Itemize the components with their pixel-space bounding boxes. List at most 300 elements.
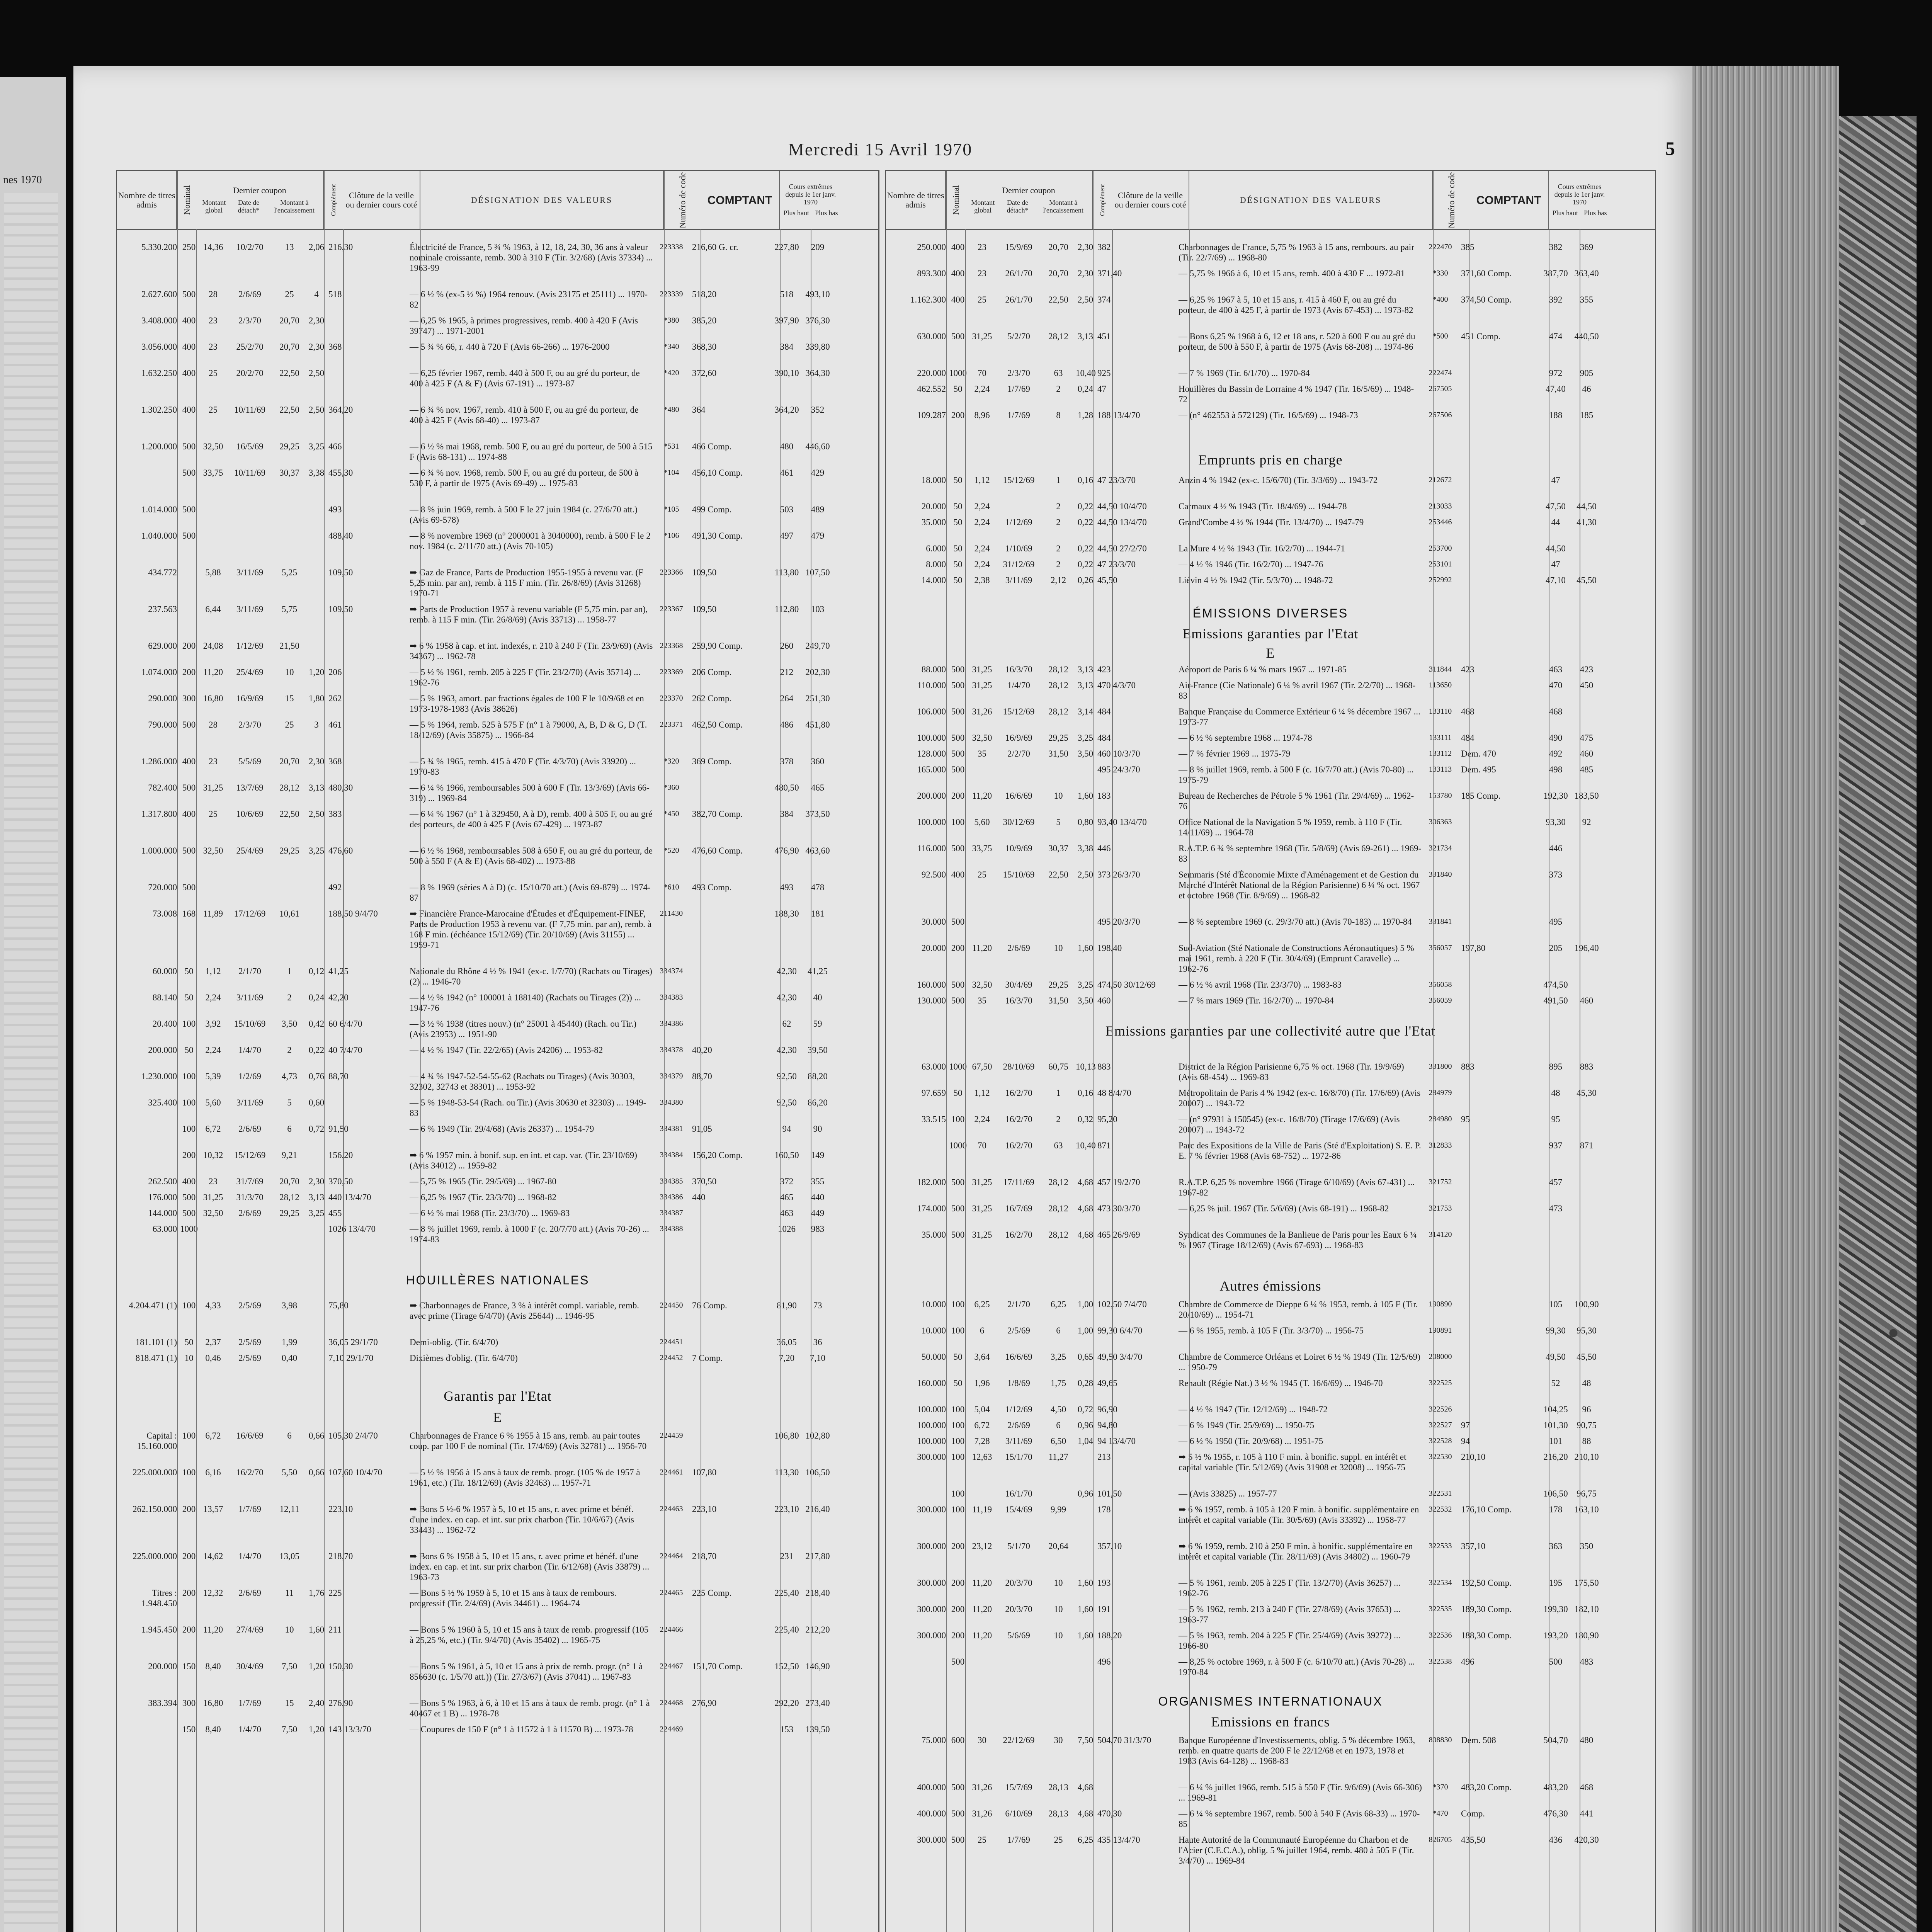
table-row bbox=[886, 1735, 1655, 1782]
cell-cpt: 91,05 bbox=[692, 1124, 712, 1134]
cell-nom: 100 bbox=[182, 1098, 196, 1107]
cell-des: Banque Européenne d'Investissements, oblig. 5 % décembre 1963, remb. en quatre quarts de 200 F le 22/12/68 et en 1973, 1978 et 1983 (Avis 64-128) ... 1968-83 bbox=[1179, 1735, 1415, 1766]
cell-date: 2/6/69 bbox=[1007, 943, 1030, 953]
cell-nom: 200 bbox=[951, 1631, 965, 1640]
cell-mont: 30,37 bbox=[1048, 844, 1068, 853]
cell-des: Parc des Expositions de la Ville de Paris (Sté d'Exploitation) S. E. P. E. 7 % février 1968 (Avis 68-752) ... 1972-86 bbox=[1179, 1141, 1421, 1161]
cell-clot: 198,40 bbox=[1097, 943, 1122, 953]
cell-n: 174.000 bbox=[917, 1204, 946, 1213]
cell-clot bbox=[326, 641, 406, 667]
cell-lo: 95,30 bbox=[1577, 1326, 1597, 1335]
table-row bbox=[117, 966, 878, 992]
table-row bbox=[117, 1504, 878, 1551]
cell-des: ➡ Gaz de France, Parts de Production 1955-1955 à revenu var. (F 5,25 min. par an), remb. à 115 F min. (Tir. 26/8/69) (Avis 31268) 1970-71 bbox=[410, 568, 643, 598]
cell-hi: 216,20 bbox=[1543, 1452, 1568, 1462]
cell-cpt bbox=[1459, 384, 1540, 410]
cell-glob: 8,40 bbox=[205, 1725, 221, 1734]
cell-date: 10/11/69 bbox=[234, 405, 265, 415]
cell-n: 18.000 bbox=[921, 475, 946, 485]
cell-cpt bbox=[690, 1430, 771, 1467]
cell-clot: 495 24/3/70 bbox=[1097, 765, 1140, 774]
table-row bbox=[886, 1656, 1655, 1683]
table-row bbox=[886, 1061, 1655, 1088]
cell-clot: 107,60 10/4/70 bbox=[328, 1468, 383, 1477]
cell-comp: 1,80 bbox=[308, 694, 325, 703]
cell-cpt: 385,20 bbox=[692, 316, 717, 325]
header-dernier-coupon-label-right: Dernier coupon bbox=[1002, 185, 1055, 196]
cell-nom: 100 bbox=[951, 1326, 965, 1335]
cell-clot: 44,50 13/4/70 bbox=[1097, 517, 1147, 527]
cell-n: 1.162.300 bbox=[910, 295, 946, 304]
cell-hi: 195 bbox=[1549, 1578, 1563, 1588]
cell-glob: 6,72 bbox=[205, 1431, 221, 1440]
cell-comp: 0,22 bbox=[1077, 517, 1094, 527]
cell-glob: 2,38 bbox=[974, 575, 990, 585]
cell-glob: 6 bbox=[980, 1326, 985, 1335]
cell-glob: 25 bbox=[978, 870, 986, 879]
cell-n: 462.552 bbox=[917, 384, 946, 394]
cell-des: — 6,25 % 1965, à primes progressives, remb. 400 à 420 F (Avis 39747) ... 1971-2001 bbox=[410, 316, 638, 336]
cell-mont: 15 bbox=[285, 694, 294, 703]
cell-hi: 47 bbox=[1551, 475, 1560, 485]
cell-mont: 22,50 bbox=[279, 809, 299, 819]
cell-clot: 446 bbox=[1097, 844, 1111, 853]
table-row bbox=[117, 756, 878, 782]
cell-glob: 2,24 bbox=[205, 993, 221, 1002]
cell-comp: 2,40 bbox=[308, 1698, 325, 1708]
cell-lo: 475 bbox=[1580, 733, 1594, 743]
cell-n: 14.000 bbox=[921, 575, 946, 585]
cell-comp: 0,12 bbox=[308, 966, 325, 976]
cell-glob: 6,16 bbox=[205, 1468, 221, 1477]
cell-n: 1.000.000 bbox=[141, 846, 177, 855]
cell-des: ➡ Parts de Production 1957 à revenu variable (F 5,75 min. par an), remb. à 115 F min. (Tir. 26/8/69) (Avis 33713) ... 1958-77 bbox=[410, 604, 648, 624]
table-row bbox=[117, 1337, 878, 1353]
cell-n: 30.000 bbox=[921, 917, 946, 927]
cell-mont: 5,50 bbox=[281, 1468, 298, 1477]
cell-mont: 28,12 bbox=[1048, 665, 1068, 674]
cell-des: ➡ 6 % 1957, remb. à 105 à 120 F min. à bonific. supplémentaire en intérêt et capital variable (Tir. 30/5/69) (Avis 33392) ... 1958-77 bbox=[1179, 1505, 1419, 1525]
cell-hi: 895 bbox=[1549, 1062, 1563, 1071]
cell-n: 100.000 bbox=[917, 733, 946, 743]
cell-lo: 479 bbox=[811, 531, 825, 541]
cell-lo bbox=[1571, 559, 1602, 575]
cell-n: 109.287 bbox=[917, 410, 946, 420]
cell-nom: 100 bbox=[951, 1452, 965, 1462]
cell-hi: 42,30 bbox=[777, 1045, 797, 1055]
table-row bbox=[886, 1177, 1655, 1203]
cell-n: 200.000 bbox=[917, 791, 946, 801]
cell-lo: 90 bbox=[813, 1124, 822, 1134]
cell-code: *330 bbox=[1432, 269, 1448, 277]
cell-hi: 112,80 bbox=[774, 604, 799, 614]
cell-hi: 188 bbox=[1549, 410, 1563, 420]
cell-mont: 31,50 bbox=[1048, 996, 1068, 1005]
cell-nom: 500 bbox=[951, 765, 965, 774]
cell-date: 1/7/69 bbox=[238, 1698, 261, 1708]
table-row bbox=[886, 995, 1655, 1011]
cell-date: 3/11/69 bbox=[236, 1098, 264, 1107]
cell-hi: 364,20 bbox=[774, 405, 799, 415]
cell-lo: 209 bbox=[811, 242, 825, 252]
cell-comp: 2,30 bbox=[308, 757, 325, 766]
cell-hi: 483,20 bbox=[1543, 1782, 1568, 1792]
cell-hi: 225,40 bbox=[774, 1625, 799, 1634]
cell-nom: 200 bbox=[951, 410, 965, 420]
cell-n: 20.000 bbox=[921, 502, 946, 511]
cell-date: 15/10/69 bbox=[234, 1019, 266, 1029]
cell-glob: 33,75 bbox=[203, 468, 223, 478]
cell-lo: 493,10 bbox=[805, 289, 830, 299]
cell-lo: 149 bbox=[811, 1150, 825, 1160]
cell-des: La Mure 4 ½ % 1943 (Tir. 16/2/70) ... 1944-71 bbox=[1179, 544, 1345, 553]
cell-hi: 99,30 bbox=[1546, 1326, 1566, 1335]
cell-hi: 47,50 bbox=[1546, 502, 1566, 511]
cell-mont: 63 bbox=[1054, 368, 1063, 378]
cell-hi: 48 bbox=[1551, 1088, 1560, 1098]
header-code: Numéro de code bbox=[664, 171, 701, 229]
cell-glob: 2,24 bbox=[974, 384, 990, 394]
cell-n: 1.200.000 bbox=[141, 442, 177, 451]
table-row bbox=[886, 664, 1655, 680]
cell-cpt: Dem. 508 bbox=[1461, 1735, 1496, 1745]
cell-des: — 5 % 1963, amort. par fractions égales de 100 F le 10/9/68 et en 1973-1978-1983 (Avis 38626) bbox=[410, 694, 644, 714]
cell-comp: 3,25 bbox=[308, 442, 325, 451]
cell-cpt: 496 bbox=[1461, 1657, 1475, 1667]
cell-n: 182.000 bbox=[917, 1177, 946, 1187]
cell-n: 116.000 bbox=[917, 844, 946, 853]
cell-code: *106 bbox=[663, 531, 679, 540]
cell-n: 250.000 bbox=[917, 242, 946, 252]
cell-lo: 485 bbox=[1580, 765, 1594, 774]
cell-date: 5/5/69 bbox=[238, 757, 261, 766]
cell-mont: 30,37 bbox=[279, 468, 299, 478]
cell-des: — 5,75 % 1966 à 6, 10 et 15 ans, remb. 400 à 430 F ... 1972-81 bbox=[1179, 269, 1405, 278]
cell-hi: 463 bbox=[780, 1208, 794, 1218]
cell-cpt: 468 bbox=[1461, 707, 1475, 716]
cell-cpt: 368,30 bbox=[692, 342, 717, 352]
cell-clot: 871 bbox=[1097, 1141, 1111, 1150]
cell-glob: 35 bbox=[978, 749, 986, 759]
cell-cpt: 276,90 bbox=[692, 1698, 717, 1708]
cell-mont: 63 bbox=[1054, 1141, 1063, 1150]
cell-hi: 292,20 bbox=[774, 1698, 799, 1708]
cell-comp: 10,13 bbox=[1076, 1062, 1096, 1071]
table-row bbox=[117, 908, 878, 966]
cell-des: — 5 % 1963, remb. 204 à 225 F (Tir. 25/4/69) (Avis 39272) ... 1966-80 bbox=[1179, 1631, 1401, 1651]
table-row bbox=[117, 1588, 878, 1624]
cell-hi: 44 bbox=[1551, 517, 1560, 527]
cell-glob: 67,50 bbox=[972, 1062, 992, 1071]
cell-des: — 7 % février 1969 ... 1975-79 bbox=[1179, 749, 1291, 759]
cell-nom: 200 bbox=[182, 641, 196, 651]
cell-comp: 3,25 bbox=[308, 846, 325, 855]
cell-code: 208000 bbox=[1429, 1352, 1452, 1361]
cell-cpt: 423 bbox=[1461, 665, 1475, 674]
cell-mont: 10 bbox=[1054, 1578, 1063, 1588]
cell-lo: 468 bbox=[1580, 1782, 1594, 1792]
cell-mont: 29,25 bbox=[1048, 733, 1068, 743]
cell-comp bbox=[307, 1551, 326, 1588]
cell-date: 3/11/69 bbox=[236, 993, 264, 1002]
table-row bbox=[886, 817, 1655, 843]
cell-mont: 5 bbox=[1056, 817, 1061, 827]
cell-lo: 45,30 bbox=[1577, 1088, 1597, 1098]
cell-code: *420 bbox=[663, 369, 679, 377]
cell-cpt bbox=[690, 992, 771, 1019]
cell-code: 334378 bbox=[660, 1046, 683, 1054]
cell-cpt: 259,90 Comp. bbox=[692, 641, 743, 651]
cell-hi: 480,50 bbox=[774, 783, 799, 793]
cell-nom: 50 bbox=[953, 575, 963, 585]
cell-mont: 1,75 bbox=[1050, 1378, 1066, 1388]
cell-date: 2/5/69 bbox=[238, 1353, 261, 1363]
cell-des: Banque Française du Commerce Extérieur 6 ¼ % décembre 1967 ... 1973-77 bbox=[1179, 707, 1420, 727]
cell-cpt: Dem. 470 bbox=[1461, 749, 1496, 759]
cell-hi: 384 bbox=[780, 809, 794, 819]
cell-clot: 473 30/3/70 bbox=[1097, 1204, 1140, 1213]
cell-clot: 102,50 7/4/70 bbox=[1097, 1299, 1147, 1309]
cell-mont: 8 bbox=[1056, 410, 1061, 420]
cell-glob: 2,24 bbox=[974, 1114, 990, 1124]
table-row bbox=[117, 1071, 878, 1097]
cell-glob: 24,08 bbox=[203, 641, 223, 651]
cell-nom: 500 bbox=[182, 505, 196, 514]
cell-clot: 191 bbox=[1097, 1604, 1111, 1614]
cell-hi: 461 bbox=[780, 468, 794, 478]
cell-date: 15/12/69 bbox=[234, 1150, 266, 1160]
cell-n: 720.000 bbox=[148, 883, 177, 892]
table-row bbox=[886, 384, 1655, 410]
cell-glob: 31,26 bbox=[972, 707, 992, 716]
cell-des: Aéroport de Paris 6 ¼ % mars 1967 ... 1971-85 bbox=[1179, 665, 1347, 674]
cell-des: — 6 ¾ % nov. 1967, remb. 410 à 500 F, ou au gré du porteur, de 400 à 425 F (Avis 68-40) ... 1973-87 bbox=[410, 405, 639, 425]
cell-date: 15/4/69 bbox=[1005, 1505, 1032, 1514]
cell-nom: 200 bbox=[951, 1578, 965, 1588]
cell-clot: 156,20 bbox=[328, 1150, 353, 1160]
cell-glob: 3,92 bbox=[205, 1019, 221, 1029]
cell-glob: 25 bbox=[209, 368, 218, 378]
cell-code: 331841 bbox=[1429, 917, 1452, 926]
cell-date: 1/7/69 bbox=[1007, 410, 1030, 420]
cell-code: 334386 bbox=[660, 1193, 683, 1201]
header-montant-encaissement: Montant à l'encaissement bbox=[274, 199, 315, 214]
cell-code: 322534 bbox=[1429, 1578, 1452, 1587]
cell-glob: 25 bbox=[978, 295, 986, 304]
cell-glob: 14,62 bbox=[203, 1551, 223, 1561]
cell-hi: 94 bbox=[782, 1124, 791, 1134]
cell-n: 75.000 bbox=[921, 1735, 946, 1745]
cell-cpt bbox=[1459, 1088, 1540, 1114]
cell-n: 1.230.000 bbox=[141, 1071, 177, 1081]
cell-clot: 99,30 6/4/70 bbox=[1097, 1326, 1143, 1335]
cell-code: 322538 bbox=[1429, 1657, 1452, 1666]
cell-clot: 188,50 9/4/70 bbox=[328, 909, 378, 918]
cell-n: 1.317.800 bbox=[141, 809, 177, 819]
cell-comp: 2,06 bbox=[308, 242, 325, 252]
cell-lo: 429 bbox=[811, 468, 825, 478]
cell-date: 5/1/70 bbox=[1007, 1541, 1030, 1551]
cell-clot bbox=[326, 315, 406, 342]
cell-nom bbox=[179, 567, 199, 604]
cell-cpt: 370,50 bbox=[692, 1177, 717, 1186]
cell-code: 224466 bbox=[660, 1625, 683, 1634]
cell-clot: 44,50 27/2/70 bbox=[1097, 544, 1147, 553]
cell-code: 224464 bbox=[660, 1552, 683, 1560]
cell-code: 306363 bbox=[1429, 818, 1452, 826]
cell-lo: 273,40 bbox=[805, 1698, 830, 1708]
cell-nom: 200 bbox=[951, 791, 965, 801]
cell-des: — 5 ¾ % 66, r. 440 à 720 F (Avis 66-266) ... 1976-2000 bbox=[410, 342, 610, 352]
cell-comp: 1,20 bbox=[308, 1662, 325, 1671]
cell-hi: 36,05 bbox=[777, 1337, 797, 1347]
header-code-right: Numéro de code bbox=[1433, 171, 1469, 229]
table-row bbox=[117, 604, 878, 641]
cell-cpt: 94 bbox=[1461, 1436, 1470, 1446]
cell-glob bbox=[199, 882, 228, 908]
cell-code: 356059 bbox=[1429, 996, 1452, 1005]
cell-date: 2/1/70 bbox=[1007, 1299, 1030, 1309]
cell-n bbox=[117, 468, 179, 504]
cell-mont: 13,05 bbox=[279, 1551, 299, 1561]
cell-n: 1.302.250 bbox=[141, 405, 177, 415]
cell-mont: 28,13 bbox=[1048, 1809, 1068, 1818]
table-row bbox=[886, 1630, 1655, 1656]
table-row bbox=[117, 845, 878, 882]
cell-date: 26/1/70 bbox=[1005, 269, 1032, 278]
cell-nom: 1000 bbox=[949, 368, 967, 378]
cell-des: — 6 % 1949 (Tir. 25/9/69) ... 1950-75 bbox=[1179, 1420, 1315, 1430]
cell-code: 224467 bbox=[660, 1662, 683, 1670]
cell-nom: 1000 bbox=[949, 1062, 967, 1071]
cell-date: 31/7/69 bbox=[236, 1177, 264, 1186]
cell-nom: 500 bbox=[182, 289, 196, 299]
cell-nom: 10 bbox=[184, 1353, 194, 1363]
cell-nom: 500 bbox=[951, 332, 965, 341]
cell-code: 312833 bbox=[1429, 1141, 1452, 1150]
left-table-header bbox=[117, 171, 878, 230]
cell-comp: 2,50 bbox=[308, 405, 325, 415]
cell-lo: 88 bbox=[1582, 1436, 1591, 1446]
cell-code: 322532 bbox=[1429, 1505, 1452, 1514]
cell-des: — 6 ¼ % 1967 (n° 1 à 329450, A à D), remb. 400 à 505 F, ou au gré des porteurs, de 400 à 425 F (Avis 67-429) ... 1973-87 bbox=[410, 809, 653, 829]
cell-nom: 100 bbox=[182, 1431, 196, 1440]
cell-cpt: 7 Comp. bbox=[692, 1353, 723, 1363]
cell-cpt: 372,60 bbox=[692, 368, 717, 378]
cell-des: — 8 % juillet 1969, remb. à 500 F (c. 16/7/70 att.) (Avis 70-80) ... 1975-79 bbox=[1179, 765, 1414, 785]
cell-lo bbox=[1571, 475, 1602, 501]
cell-lo: 440 bbox=[811, 1192, 825, 1202]
table-row bbox=[886, 706, 1655, 733]
table-row bbox=[886, 869, 1655, 917]
cell-code: *104 bbox=[663, 468, 679, 477]
table-row bbox=[886, 1230, 1655, 1266]
cell-date: 15/12/69 bbox=[1003, 475, 1035, 485]
cell-des: R.A.T.P. 6 ¾ % septembre 1968 (Tir. 5/8/69) (Avis 69-261) ... 1969-83 bbox=[1179, 844, 1422, 864]
cell-comp: 0,16 bbox=[1077, 475, 1094, 485]
cell-n: 300.000 bbox=[917, 1541, 946, 1551]
cell-date: 17/12/69 bbox=[234, 909, 266, 918]
cell-n: 630.000 bbox=[917, 332, 946, 341]
cell-comp: 1,60 bbox=[1077, 943, 1094, 953]
table-row bbox=[886, 501, 1655, 517]
cell-nom: 500 bbox=[951, 1204, 965, 1213]
cell-nom: 200 bbox=[182, 1150, 196, 1160]
right-table-header bbox=[886, 171, 1655, 230]
cell-nom: 500 bbox=[951, 1177, 965, 1187]
cell-n: 181.101 (1) bbox=[135, 1337, 177, 1347]
cell-lo: 46 bbox=[1582, 384, 1591, 394]
section-francs: Emissions en francs bbox=[1211, 1714, 1330, 1730]
cell-cpt: 192,50 Comp. bbox=[1461, 1578, 1512, 1588]
table-row bbox=[886, 1378, 1655, 1404]
cell-cpt: 466 Comp. bbox=[692, 442, 732, 451]
cell-lo: 216,40 bbox=[805, 1504, 830, 1514]
cell-clot: 94 13/4/70 bbox=[1097, 1436, 1136, 1446]
cell-date: 26/1/70 bbox=[1005, 295, 1032, 304]
cell-nom: 200 bbox=[951, 1541, 965, 1551]
header-nombre: Nombre de titres admis bbox=[117, 171, 177, 229]
cell-nom: 500 bbox=[951, 1809, 965, 1818]
cell-cpt bbox=[1459, 995, 1540, 1011]
cell-code: 253700 bbox=[1429, 544, 1452, 553]
cell-code: 334380 bbox=[660, 1098, 683, 1107]
cell-cpt bbox=[1459, 559, 1540, 575]
cell-lo: 163,10 bbox=[1574, 1505, 1599, 1514]
cell-comp: 3,25 bbox=[308, 1208, 325, 1218]
cell-date: 2/6/69 bbox=[238, 1208, 261, 1218]
cell-hi: 113,30 bbox=[774, 1468, 799, 1477]
cell-hi: 223,10 bbox=[774, 1504, 799, 1514]
cell-date: 2/1/70 bbox=[238, 966, 261, 976]
cell-code: 322531 bbox=[1429, 1489, 1452, 1498]
cell-glob: 25 bbox=[209, 809, 218, 819]
cell-code: 253101 bbox=[1429, 560, 1452, 568]
cell-date bbox=[228, 531, 272, 567]
cell-nom: 150 bbox=[182, 1662, 196, 1671]
header-plus-bas: Plus bas bbox=[815, 209, 838, 217]
cell-code: 322533 bbox=[1429, 1542, 1452, 1550]
cell-nom: 1000 bbox=[180, 1224, 198, 1234]
cell-nom: 500 bbox=[951, 844, 965, 853]
cell-lo: 463,60 bbox=[805, 846, 830, 855]
cell-lo: 460 bbox=[1580, 749, 1594, 759]
cell-des: — 6,25 % 1967 (Tir. 23/3/70) ... 1968-82 bbox=[410, 1192, 556, 1202]
cell-mont: 0,40 bbox=[281, 1353, 298, 1363]
cell-clot: 41,25 bbox=[328, 966, 349, 976]
cell-code: 356057 bbox=[1429, 944, 1452, 952]
cell-code: 223370 bbox=[660, 694, 683, 702]
cell-comp: 0,22 bbox=[1077, 502, 1094, 511]
cell-mont: 20,70 bbox=[279, 342, 299, 352]
cell-comp: 0,26 bbox=[1077, 575, 1094, 585]
cell-lo: 48 bbox=[1582, 1378, 1591, 1388]
cell-des: — 4 ½ % 1942 (n° 100001 à 188140) (Rachats ou Tirages (2)) ... 1947-76 bbox=[410, 993, 641, 1013]
table-row bbox=[117, 1019, 878, 1045]
table-row bbox=[117, 468, 878, 504]
cell-hi: 474 bbox=[1549, 332, 1563, 341]
header-cours-extremes bbox=[780, 171, 842, 229]
cell-date bbox=[228, 1224, 272, 1250]
section-emprunts: Emprunts pris en charge bbox=[1198, 452, 1343, 468]
cell-hi: 503 bbox=[780, 505, 794, 514]
cell-nom: 200 bbox=[182, 1588, 196, 1598]
cell-mont: 1,99 bbox=[281, 1337, 298, 1347]
cell-clot: 370,50 bbox=[328, 1177, 353, 1186]
cell-lo: 45,50 bbox=[1577, 1352, 1597, 1362]
cell-date: 31/3/70 bbox=[236, 1192, 264, 1202]
cell-hi: 468 bbox=[1549, 707, 1563, 716]
